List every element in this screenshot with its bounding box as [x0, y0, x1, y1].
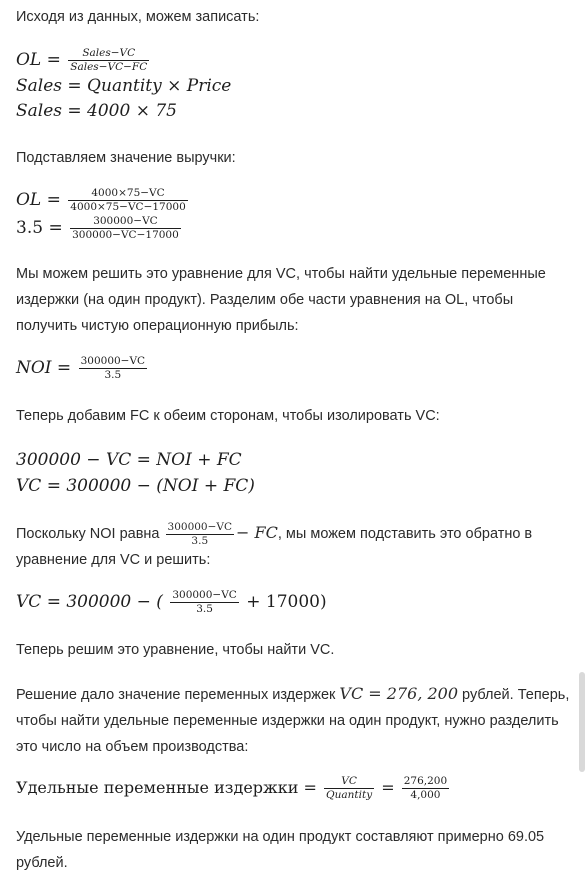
fraction-noi: $\frac{300000-VC}{3.5}$ [80, 355, 146, 381]
vertical-scrollbar[interactable] [579, 672, 585, 772]
inline-noi-formula: $\frac{300000-VC}{3.5}$ − FC [167, 520, 278, 547]
fraction-276200-4000: $\frac{276,200}{4,000}$ [403, 775, 448, 801]
paragraph-solve-now: Теперь решим это уравнение, чтобы найти VC. [16, 642, 335, 658]
paragraph-solve-vc: Мы можем решить это уравнение для VC, чтобы найти удельные переменные издержки (на один продукт). Разделим обе части уравнения на OL, чтобы получить чистую операционную прибыль: [16, 266, 546, 334]
paragraph-conclusion: Удельные переменные издержки на один продукт составляют примерно 69.05 рублей. [16, 829, 545, 871]
paragraph-solution: Решение дало значение переменных издержек VC = 276, 200 рублей. Теперь, чтобы найти удельные переменные издержки на один продукт, нужно разделить это число на объем производства: [16, 684, 570, 755]
equation-sales-def: Sales = Quantity × Price [16, 76, 232, 96]
equation-ol: OL = $\frac{\text{Sales−VC}}{\text{Sales−VC−FC}}$ [16, 47, 148, 73]
equation-vc-solve: VC = 300000 − ( $\frac{300000-VC}{3.5}$ + 17000) [16, 589, 327, 615]
fraction-3-5: $\frac{300000-VC}{300000-VC-17000}$ [72, 215, 179, 241]
equation-sales-value: Sales = 4000 × 75 [16, 101, 178, 121]
fraction-ol: $\frac{\text{Sales−VC}}{\text{Sales−VC−FC}}$ [70, 47, 148, 73]
equation-300000-minus-vc: 300000 − VC = NOI + FC [16, 450, 242, 470]
fraction-vc-quantity: $\frac{VC}{\text{Quantity}}$ [326, 775, 373, 801]
paragraph-noi-substitution: Поскольку NOI равна $\frac{300000-VC}{3.5}$ − FC, мы можем подставить это обратно в уравнение для VC и решить: [16, 520, 533, 568]
equation-unit-cost: Удельные переменные издержки = $\frac{VC}{\text{Quantity}}$ = $\frac{276,200}{4,000}$ [16, 775, 448, 801]
paragraph-intro: Исходя из данных, можем записать: [16, 9, 260, 25]
inline-vc-value: VC = 276, 200 [339, 684, 459, 703]
fraction-ol-substituted: $\frac{4000\times 75-VC}{4000\times 75-VC-17000}$ [70, 187, 186, 213]
equation-noi: NOI = $\frac{300000-VC}{3.5}$ [16, 355, 146, 381]
fraction-vc-solve: $\frac{300000-VC}{3.5}$ [172, 589, 237, 615]
equation-3-5: 3.5 = $\frac{300000-VC}{300000-VC-17000}$ [16, 215, 179, 241]
paragraph-substitute: Подставляем значение выручки: [16, 150, 236, 166]
equation-ol-substituted: OL = $\frac{4000\times 75-VC}{4000\times 75-VC-17000}$ [16, 187, 186, 213]
equation-vc-isolated: VC = 300000 − (NOI + FC) [16, 476, 255, 496]
paragraph-add-fc: Теперь добавим FC к обеим сторонам, чтобы изолировать VC: [16, 408, 440, 424]
